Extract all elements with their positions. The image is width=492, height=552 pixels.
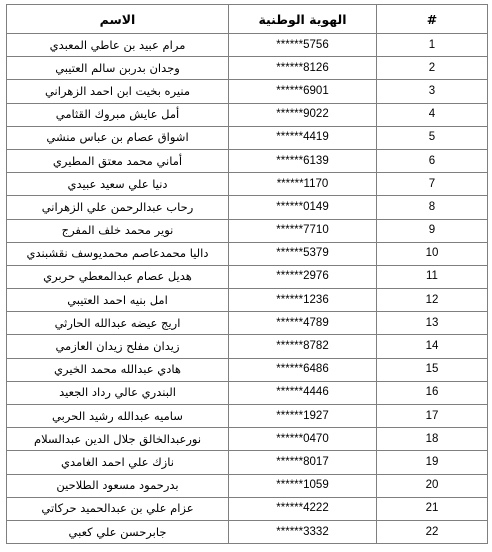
- row-number: 8: [377, 196, 488, 219]
- row-number: 19: [377, 451, 488, 474]
- row-national-id: ******2976: [229, 265, 377, 288]
- table-row: [7, 451, 488, 474]
- row-national-id: ******1059: [229, 474, 377, 497]
- row-number: 14: [377, 335, 488, 358]
- table-row: [7, 242, 488, 265]
- table-row: [7, 126, 488, 149]
- row-national-id: ******1927: [229, 405, 377, 428]
- row-name: امل بنيه احمد العتيبي: [7, 289, 229, 312]
- row-number: 9: [377, 219, 488, 242]
- table-row: [7, 289, 488, 312]
- row-number: 3: [377, 80, 488, 103]
- header-national-id: الهوية الوطنية: [229, 5, 377, 34]
- table-row: [7, 173, 488, 196]
- table-row: [7, 381, 488, 404]
- row-number: 5: [377, 126, 488, 149]
- row-name: نازك علي احمد الغامدي: [7, 451, 229, 474]
- row-name: نورعبدالخالق جلال الدين عبدالسلام: [7, 428, 229, 451]
- row-national-id: ******5756: [229, 34, 377, 57]
- row-national-id: ******6139: [229, 149, 377, 172]
- names-table: [6, 4, 488, 544]
- row-national-id: ******0470: [229, 428, 377, 451]
- row-name: هادي عبدالله محمد الخيري: [7, 358, 229, 381]
- row-name: منيره بخيت ابن احمد الزهراني: [7, 80, 229, 103]
- row-name: رحاب عبدالرحمن علي الزهراني: [7, 196, 229, 219]
- row-name: البندري عالي رداد الجعيد: [7, 381, 229, 404]
- row-name: جابرحسن علي كعبي: [7, 520, 229, 543]
- row-national-id: ******4222: [229, 497, 377, 520]
- row-name: بدرحمود مسعود الطلاحين: [7, 474, 229, 497]
- row-number: 20: [377, 474, 488, 497]
- row-number: 2: [377, 57, 488, 80]
- row-name: دنيا علي سعيد عبيدي: [7, 173, 229, 196]
- row-number: 16: [377, 381, 488, 404]
- row-national-id: ******1236: [229, 289, 377, 312]
- row-name: زيدان مفلح زيدان العازمي: [7, 335, 229, 358]
- row-number: 13: [377, 312, 488, 335]
- row-name: هديل عصام عبدالمعطي حربري: [7, 265, 229, 288]
- table-row: [7, 428, 488, 451]
- header-name: الاسم: [7, 5, 229, 34]
- row-name: نوير محمد خلف المفرج: [7, 219, 229, 242]
- row-national-id: ******4789: [229, 312, 377, 335]
- row-number: 1: [377, 34, 488, 57]
- row-national-id: ******1170: [229, 173, 377, 196]
- row-national-id: ******9022: [229, 103, 377, 126]
- row-national-id: ******3332: [229, 520, 377, 543]
- row-name: وجدان بدربن سالم العتيبي: [7, 57, 229, 80]
- row-national-id: ******5379: [229, 242, 377, 265]
- row-national-id: ******4419: [229, 126, 377, 149]
- table-row: [7, 520, 488, 543]
- row-name: اشواق عصام بن عباس منشي: [7, 126, 229, 149]
- row-name: داليا محمدعاصم محمديوسف نقشبندي: [7, 242, 229, 265]
- row-number: 17: [377, 405, 488, 428]
- row-national-id: ******4446: [229, 381, 377, 404]
- row-national-id: ******0149: [229, 196, 377, 219]
- table-row: [7, 196, 488, 219]
- row-name: أماني محمد معتق المطيري: [7, 149, 229, 172]
- row-national-id: ******8017: [229, 451, 377, 474]
- table-body: [7, 34, 488, 544]
- row-national-id: ******6901: [229, 80, 377, 103]
- row-number: 15: [377, 358, 488, 381]
- table-row: [7, 103, 488, 126]
- header-number: #: [377, 5, 488, 34]
- row-name: عزام علي بن عبدالحميد حركاتي: [7, 497, 229, 520]
- table-row: [7, 80, 488, 103]
- row-name: أمل عايش مبروك القثامي: [7, 103, 229, 126]
- table-row: [7, 497, 488, 520]
- table-row: [7, 57, 488, 80]
- table-row: [7, 405, 488, 428]
- table-row: [7, 219, 488, 242]
- table-row: [7, 335, 488, 358]
- row-number: 7: [377, 173, 488, 196]
- row-national-id: ******8126: [229, 57, 377, 80]
- row-number: 18: [377, 428, 488, 451]
- row-national-id: ******8782: [229, 335, 377, 358]
- row-name: اريج عيضه عبدالله الحارثي: [7, 312, 229, 335]
- row-number: 22: [377, 520, 488, 543]
- row-number: 6: [377, 149, 488, 172]
- row-number: 21: [377, 497, 488, 520]
- row-name: مرام عبيد بن عاطي المعبدي: [7, 34, 229, 57]
- table-row: [7, 312, 488, 335]
- table-row: [7, 265, 488, 288]
- row-national-id: ******6486: [229, 358, 377, 381]
- table-row: [7, 149, 488, 172]
- row-number: 4: [377, 103, 488, 126]
- row-name: ساميه عبدالله رشيد الحربي: [7, 405, 229, 428]
- table-row: [7, 358, 488, 381]
- table-row: [7, 474, 488, 497]
- row-national-id: ******7710: [229, 219, 377, 242]
- row-number: 12: [377, 289, 488, 312]
- header-row: [7, 5, 488, 34]
- table-row: [7, 34, 488, 57]
- row-number: 10: [377, 242, 488, 265]
- row-number: 11: [377, 265, 488, 288]
